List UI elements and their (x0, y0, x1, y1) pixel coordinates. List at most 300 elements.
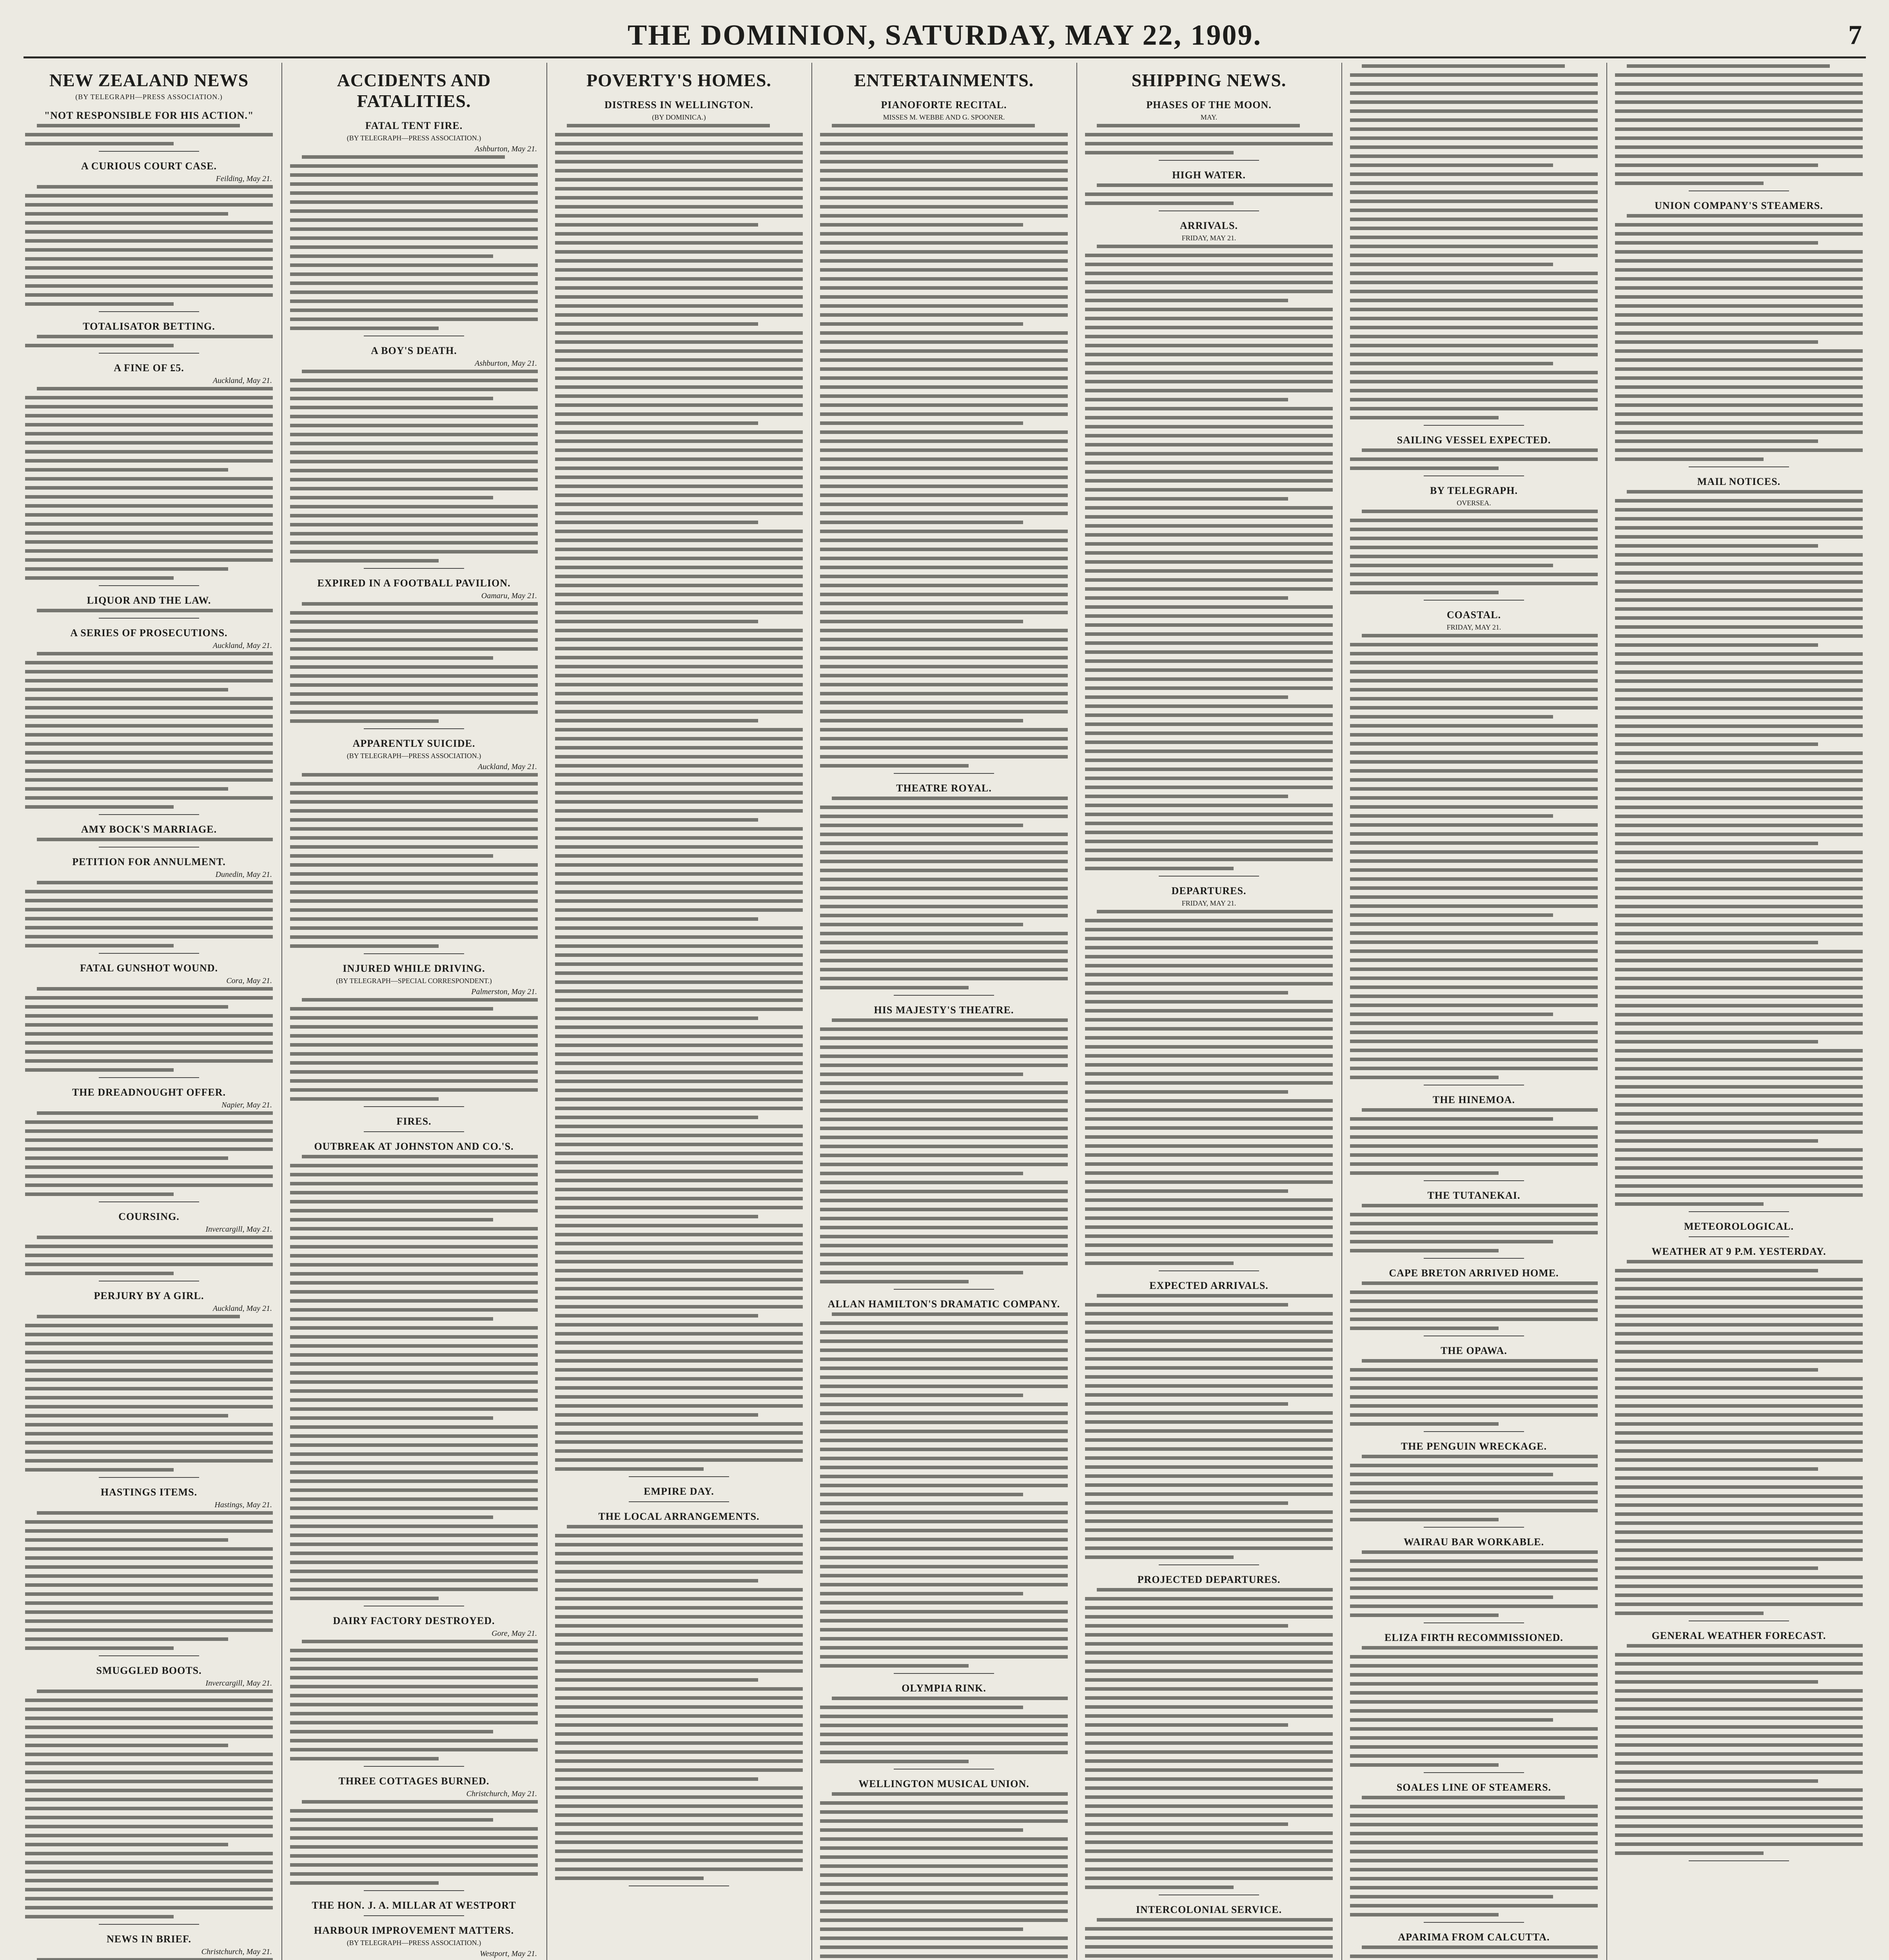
text-line (290, 1389, 538, 1393)
text-line (555, 530, 803, 533)
text-line (820, 1664, 969, 1668)
text-line (25, 796, 273, 800)
article-body (25, 1111, 273, 1196)
section-heading: COURSING. (118, 1211, 180, 1222)
text-line (820, 815, 1068, 818)
text-line (290, 1025, 538, 1029)
text-line (25, 1174, 273, 1178)
masthead-rule (24, 56, 1866, 58)
text-line (820, 887, 1068, 890)
text-line (1615, 1707, 1863, 1711)
text-line (1615, 403, 1863, 407)
text-line (25, 1834, 273, 1837)
text-line (290, 1649, 538, 1652)
text-line (1085, 524, 1333, 528)
article-body (1350, 64, 1598, 419)
text-line (25, 1068, 174, 1072)
text-line (1085, 1384, 1333, 1388)
text-line (555, 223, 758, 227)
text-line (1350, 389, 1598, 392)
text-line (820, 466, 1068, 470)
text-line (820, 448, 1068, 452)
text-line (1350, 1240, 1553, 1243)
text-line (555, 683, 803, 686)
text-line (820, 160, 1068, 163)
text-line (290, 638, 538, 642)
text-line (37, 1236, 273, 1239)
text-line (1350, 1727, 1598, 1731)
text-line (1350, 1832, 1598, 1835)
article-body (1085, 1294, 1333, 1559)
text-line (1615, 154, 1863, 158)
article-body (1085, 245, 1333, 870)
section-divider (1689, 1236, 1789, 1237)
text-line (820, 142, 1068, 145)
text-line (1350, 778, 1598, 782)
text-line (555, 349, 803, 353)
text-line (820, 1891, 1068, 1895)
text-line (1085, 1858, 1333, 1862)
text-line (555, 1350, 803, 1354)
text-line (820, 548, 1068, 551)
text-line (25, 576, 174, 580)
text-line (290, 1281, 538, 1285)
text-line (555, 584, 803, 587)
text-line (290, 1227, 538, 1230)
text-line (1615, 887, 1863, 890)
text-line (1627, 1644, 1863, 1648)
text-line (1085, 605, 1333, 609)
text-line (290, 1461, 538, 1465)
text-line (1615, 1350, 1863, 1354)
text-line (1615, 517, 1863, 521)
text-line (1350, 1955, 1598, 1958)
text-line (1350, 1031, 1598, 1034)
text-line (1085, 1606, 1333, 1610)
text-line (290, 935, 538, 939)
text-line (1350, 1850, 1598, 1853)
text-line (1615, 878, 1863, 881)
text-line (555, 1786, 803, 1790)
text-line (1085, 1867, 1333, 1871)
text-line (1615, 421, 1863, 425)
text-line (555, 818, 758, 822)
section-heading: APPARENTLY SUICIDE. (352, 738, 475, 749)
text-line (820, 232, 1068, 236)
text-line (1085, 1366, 1333, 1370)
text-line (555, 1759, 803, 1763)
text-line (290, 415, 538, 418)
text-line (1350, 1613, 1499, 1617)
section-heading: METEOROLOGICAL. (1684, 1221, 1794, 1232)
text-line (1350, 868, 1598, 872)
column-rule (1606, 63, 1607, 1960)
text-line (1085, 1330, 1333, 1334)
text-line (1350, 1058, 1598, 1061)
text-line (25, 1861, 273, 1864)
text-line (555, 557, 803, 560)
text-line (25, 1441, 273, 1445)
text-line (820, 1321, 1068, 1325)
text-line (820, 494, 1068, 497)
text-line (1615, 82, 1863, 86)
text-line (1615, 1121, 1863, 1125)
text-line (555, 899, 803, 903)
text-line (290, 523, 538, 526)
text-line (1085, 407, 1333, 410)
text-line (25, 1574, 273, 1578)
article-body (25, 1958, 273, 1960)
text-line (820, 1073, 1023, 1076)
article-body (820, 1697, 1068, 1763)
text-line (555, 962, 803, 966)
text-line (555, 728, 803, 731)
text-line (290, 647, 538, 651)
text-line (1085, 1510, 1333, 1514)
article-body (290, 155, 538, 330)
text-line (820, 430, 1068, 434)
column-heading: ACCIDENTS AND FATALITIES. (337, 70, 491, 111)
text-line (25, 414, 273, 417)
text-line (1085, 650, 1333, 654)
text-line (25, 1414, 228, 1417)
text-line (1350, 407, 1598, 410)
text-line (555, 1242, 803, 1245)
text-line (25, 1906, 273, 1909)
text-line (820, 349, 1068, 353)
text-line (25, 1342, 273, 1345)
text-line (555, 232, 803, 236)
text-line (1615, 806, 1863, 809)
section-heading: APARIMA FROM CALCUTTA. (1398, 1931, 1550, 1943)
text-line (555, 250, 803, 254)
article-body (290, 998, 538, 1101)
text-line (290, 917, 538, 921)
text-line (820, 259, 1068, 263)
text-line (1615, 932, 1863, 935)
text-line (25, 1753, 273, 1756)
text-line (1085, 1456, 1333, 1460)
text-line (555, 1224, 803, 1227)
article-body (1350, 1204, 1598, 1252)
text-line (1350, 976, 1598, 980)
text-line (1615, 1184, 1863, 1188)
text-line (1615, 1004, 1863, 1007)
text-line (555, 1696, 803, 1700)
text-line (1350, 254, 1598, 257)
text-line (25, 257, 273, 261)
text-line (1615, 1521, 1863, 1525)
text-line (820, 322, 1023, 326)
text-line (1615, 1584, 1863, 1588)
text-line (290, 1845, 538, 1849)
text-line (1627, 64, 1830, 68)
text-line (820, 701, 1068, 704)
text-line (1615, 616, 1863, 620)
text-line (555, 1543, 803, 1546)
text-line (37, 881, 273, 884)
text-line (290, 1506, 538, 1510)
text-line (820, 1511, 1068, 1514)
text-line (1085, 1483, 1333, 1487)
text-line (1615, 715, 1863, 719)
section-heading: THE LOCAL ARRANGEMENTS. (598, 1511, 760, 1522)
text-line (1615, 1094, 1863, 1098)
section-heading: HARBOUR IMPROVEMENT MATTERS. (314, 1925, 514, 1936)
text-line (1615, 1413, 1863, 1417)
article-body (290, 773, 538, 948)
section-heading: THE HINEMOA. (1433, 1094, 1515, 1105)
text-line (1615, 1662, 1863, 1666)
text-line (1350, 724, 1598, 728)
text-line (1615, 118, 1863, 122)
text-line (555, 412, 803, 416)
text-line (1615, 1013, 1863, 1016)
text-line (1085, 533, 1333, 537)
text-line (1615, 145, 1863, 149)
text-line (820, 268, 1068, 272)
text-line (1085, 1207, 1333, 1211)
text-line (1615, 1058, 1863, 1062)
text-line (555, 1777, 758, 1781)
text-line (1350, 1886, 1598, 1889)
text-line (290, 899, 538, 903)
text-line (1615, 661, 1863, 665)
column-heading: SHIPPING NEWS. (1131, 70, 1287, 90)
text-line (555, 665, 803, 668)
text-line (555, 935, 803, 939)
article-body (25, 124, 273, 145)
text-line (25, 1619, 273, 1623)
text-line (25, 1879, 273, 1882)
text-line (290, 1836, 538, 1840)
text-line (1085, 416, 1333, 419)
section-heading: LIQUOR AND THE LAW. (87, 595, 211, 606)
dateline: Dunedin, May 21. (215, 870, 272, 879)
text-line (1085, 326, 1333, 329)
text-line (25, 679, 273, 682)
text-line (1085, 1546, 1333, 1550)
text-line (290, 1658, 538, 1661)
section-heading: FATAL GUNSHOT WOUND. (80, 962, 218, 974)
text-line (290, 1097, 439, 1101)
text-line (1350, 1049, 1598, 1052)
text-line (25, 1192, 174, 1196)
text-line (290, 926, 538, 930)
text-line (555, 1016, 758, 1020)
section-heading: THEATRE ROYAL. (896, 782, 992, 794)
text-line (820, 1837, 1068, 1841)
text-line (832, 124, 1035, 127)
text-line (1615, 304, 1863, 308)
text-line (25, 567, 228, 571)
text-line (1085, 1597, 1333, 1601)
article-body (25, 387, 273, 580)
text-line (1085, 659, 1333, 663)
text-line (1350, 1664, 1598, 1668)
text-line (1615, 788, 1863, 791)
text-line (555, 800, 803, 804)
text-line (555, 385, 803, 389)
text-line (555, 1669, 803, 1673)
text-line (555, 1561, 803, 1564)
text-line (25, 760, 273, 764)
text-line (25, 142, 174, 145)
column-rule (546, 63, 547, 1960)
text-line (1085, 677, 1333, 681)
text-line (1615, 412, 1863, 416)
text-line (555, 854, 803, 858)
text-line (1615, 1743, 1863, 1747)
text-line (25, 1628, 273, 1632)
section-heading: FIRES. (396, 1116, 432, 1127)
section-divider (99, 151, 199, 152)
text-line (290, 442, 538, 445)
text-line (290, 1570, 538, 1573)
section-heading: THREE COTTAGES BURNED. (338, 1775, 490, 1787)
text-line (555, 448, 803, 452)
text-line (820, 968, 1068, 971)
text-line (820, 1385, 1068, 1388)
text-line (1615, 1076, 1863, 1080)
text-line (1350, 218, 1598, 221)
text-line (1085, 1126, 1333, 1130)
text-line (290, 809, 538, 813)
text-line (555, 1161, 803, 1164)
text-line (1350, 1413, 1598, 1417)
text-line (820, 421, 1023, 425)
text-line (820, 1628, 1068, 1632)
text-line (555, 1269, 803, 1272)
text-line (1350, 362, 1553, 365)
text-line (25, 513, 273, 517)
text-line (1350, 564, 1553, 567)
text-line (25, 459, 273, 463)
text-line (1350, 850, 1598, 854)
text-line (820, 1457, 1068, 1460)
text-line (1615, 1049, 1863, 1053)
text-line (820, 331, 1068, 335)
text-line (820, 710, 1068, 713)
text-line (290, 1748, 538, 1751)
text-line (290, 944, 439, 948)
text-line (1615, 643, 1818, 647)
text-line (820, 412, 1068, 416)
section-heading: EMPIRE DAY. (644, 1486, 714, 1497)
section-heading: OLYMPIA RINK. (902, 1682, 986, 1694)
text-line (1615, 1689, 1863, 1693)
text-line (1085, 1750, 1333, 1754)
text-line (555, 1822, 803, 1826)
text-line (1350, 1682, 1598, 1686)
text-line (1350, 1368, 1598, 1372)
text-line (25, 917, 273, 920)
text-line (820, 1253, 1068, 1256)
text-line (1350, 1076, 1499, 1079)
text-line (1085, 263, 1333, 266)
column-heading: ENTERTAINMENTS. (854, 70, 1034, 90)
text-line (820, 1955, 1068, 1958)
section-divider (1424, 1622, 1524, 1623)
text-line (1362, 1646, 1598, 1650)
text-line (555, 494, 803, 497)
text-line (1615, 842, 1818, 845)
text-line (1615, 1395, 1863, 1399)
text-line (1085, 1402, 1288, 1406)
text-line (290, 1667, 538, 1670)
text-line (820, 986, 969, 989)
text-line (1350, 136, 1598, 140)
text-line (1615, 977, 1863, 980)
text-line (820, 277, 1068, 281)
text-line (1350, 82, 1598, 86)
text-line (302, 1800, 538, 1804)
text-line (1085, 804, 1333, 807)
text-line (37, 1690, 273, 1693)
text-line (1615, 526, 1863, 530)
text-line (290, 1043, 538, 1047)
text-line (820, 1394, 1023, 1397)
text-line (1085, 1615, 1333, 1619)
text-line (290, 254, 493, 258)
text-line (555, 1152, 803, 1155)
text-line (555, 1449, 803, 1453)
text-line (1350, 895, 1598, 899)
text-line (1627, 1260, 1863, 1263)
text-line (25, 1378, 273, 1381)
text-line (1085, 1189, 1288, 1193)
text-line (820, 340, 1068, 344)
text-line (1615, 1193, 1863, 1197)
text-line (555, 376, 803, 380)
text-line (555, 421, 758, 425)
text-line (820, 1376, 1068, 1379)
text-line (1085, 569, 1333, 573)
article-body (1615, 1644, 1863, 1855)
text-line (820, 1538, 1068, 1541)
text-line (25, 558, 273, 562)
text-line (37, 652, 273, 655)
text-line (820, 385, 1068, 389)
article-body (25, 609, 273, 612)
text-line (555, 1377, 803, 1381)
text-line (555, 1007, 803, 1011)
section-heading: EXPECTED ARRIVALS. (1149, 1280, 1268, 1291)
section-divider (1689, 1211, 1789, 1212)
text-line (1350, 949, 1598, 953)
text-line (25, 1005, 228, 1009)
dateline: Invercargill, May 21. (205, 1225, 272, 1234)
text-line (1615, 1067, 1863, 1071)
text-line (555, 1098, 803, 1101)
dateline: Ashburton, May 21. (475, 145, 537, 153)
text-line (820, 1855, 1068, 1859)
text-line (820, 521, 1023, 524)
article-body (25, 1511, 273, 1650)
text-line (1350, 733, 1598, 737)
text-line (1097, 245, 1333, 248)
text-line (1350, 172, 1598, 176)
text-line (555, 1678, 758, 1682)
text-line (1350, 904, 1598, 908)
text-line (290, 1579, 538, 1582)
text-line (25, 1369, 273, 1372)
text-line (820, 223, 1023, 227)
text-line (820, 1262, 1068, 1265)
text-line (1615, 181, 1764, 185)
text-line (1615, 241, 1818, 245)
text-line (1615, 824, 1863, 827)
